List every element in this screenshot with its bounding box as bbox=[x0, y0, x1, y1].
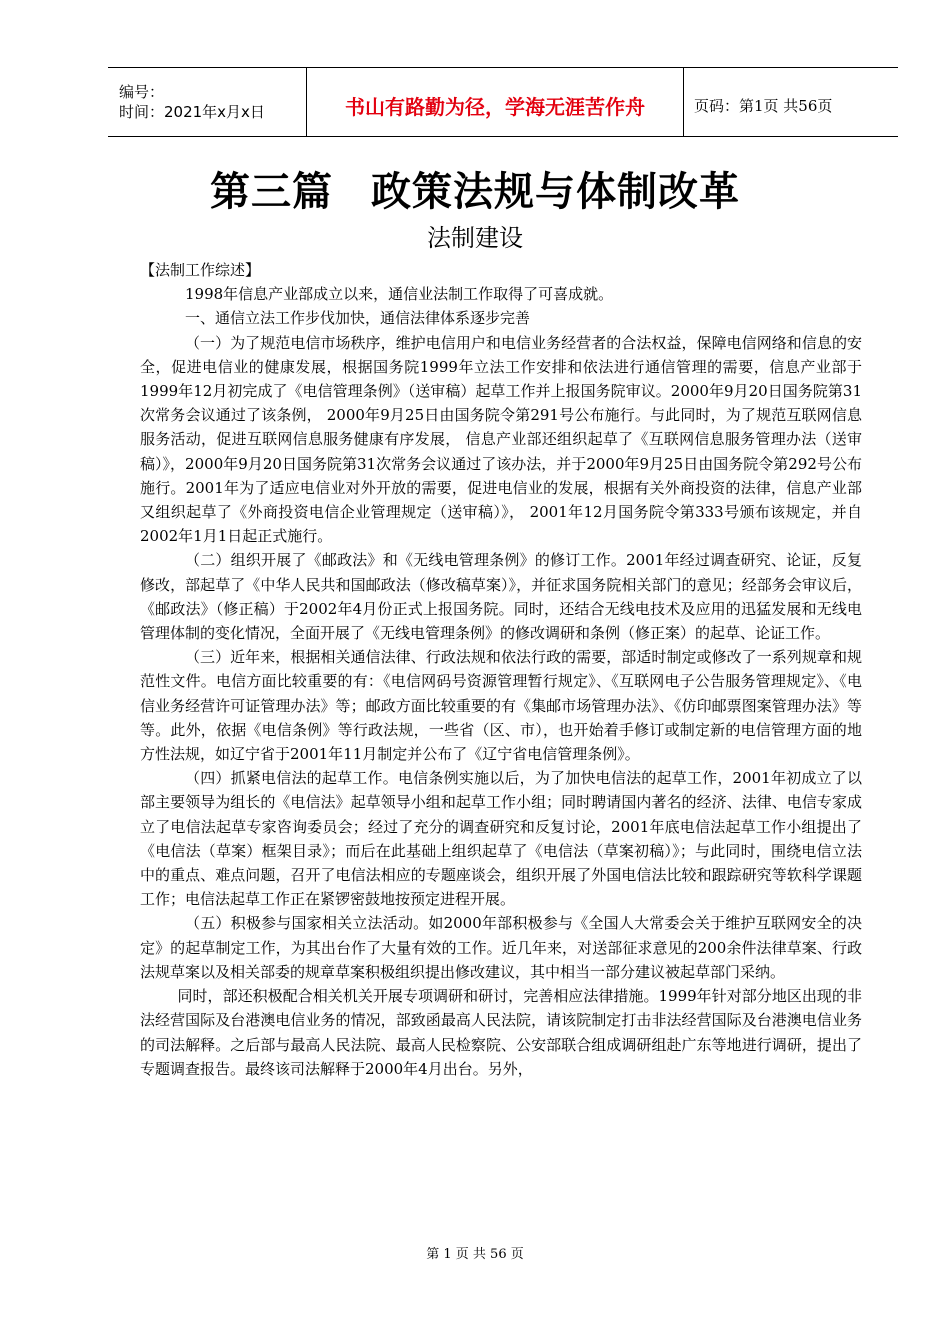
page-subtitle: 法制建设 bbox=[427, 224, 523, 252]
header-motto-cell bbox=[307, 68, 684, 136]
header-meta-cell bbox=[108, 68, 307, 136]
section-heading: 【法制工作综述】 bbox=[140, 261, 261, 279]
page-header-table bbox=[108, 67, 898, 137]
paragraph: （五）积极参与国家相关立法活动。如2000年部积极参与《全国人大常委会关于维护互联网安全的决定》的起草制定工作，为其出台作了大量有效的工作。近几年来，对送部征求意见的200余件法律草案、行政法规草案以及相关部委的规章草案积极组织提出修改建议，其中相当一部分建议被起草部门采纳。 bbox=[140, 914, 862, 981]
paragraph: （二）组织开展了《邮政法》和《无线电管理条例》的修订工作。2001年经过调查研究、论证，反复修改，部起草了《中华人民共和国邮政法（修改稿草案）》，并征求国务院相关部门的意见；经部务会审议后，《邮政法》（修正稿）于2002年4月份正式上报国务院。同时，还结合无线电技术及应用的迅猛发展和无线电管理体制的变化情况，全面开展了《无线电管理条例》的修改调研和条例（修正案）的起草、论证工作。 bbox=[140, 551, 862, 643]
body-text bbox=[140, 258, 862, 1081]
header-motto: 书山有路勤为径，学海无涯苦作舟 bbox=[345, 94, 645, 119]
header-page-cell bbox=[684, 68, 898, 136]
paragraph: （四）抓紧电信法的起草工作。电信条例实施以后，为了加快电信法的起草工作，2001年初成立了以部主要领导为组长的《电信法》起草领导小组和起草工作小组；同时聘请国内著名的经济、法律、电信专家成立了电信法起草专家咨询委员会；经过了充分的调查研究和反复讨论，2001年底电信法起草工作小组提出了《电信法（草案）框架目录》；而后在此基础上组织起草了《电信法（草案初稿）》；与此同时，围绕电信立法中的重点、难点问题，召开了电信法相应的专题座谈会，组织开展了外国电信法比较和跟踪研究等软科学课题工作；电信法起草工作正在紧锣密鼓地按预定进程开展。 bbox=[140, 769, 862, 909]
paragraph: 1998年信息产业部成立以来，通信业法制工作取得了可喜成就。 bbox=[185, 285, 614, 304]
page-title bbox=[0, 160, 950, 217]
paragraph: （一）为了规范电信市场秩序，维护电信用户和电信业务经营者的合法权益，保障电信网络和信息的安全，促进电信业的健康发展，根据国务院1999年立法工作安排和依法进行通信管理的需要，信息产业部于1999年12月初完成了《电信管理条例》（送审稿）起草工作并上报国务院审议。2000年9月20日国务院第31次常务会议通过了该条例， 2000年9月25日由国务院令第291号公布施行。与此同时，为了规范互联网信息服务活动，促进互联网信息服务健康有序发展， 信息产业部还组织起草了《互联网信息服务管理办法（送审稿）》，2000年9月20日国务院第31次常务会议通过了该办法，并于2000年9月25日由国务院令第292号公布施行。2001年为了适应电信业对外开放的需要，促进电信业的发展，根据有关外商投资的法律，信息产业部又组织起草了《外商投资电信企业管理规定（送审稿）》， 2001年12月国务院令第333号颁布该规定，并自2002年1月1日起正式施行。 bbox=[140, 333, 862, 546]
document-time-label: 时间：2021年x月x日 bbox=[119, 103, 265, 121]
header-page-info: 页码：第1页 共56页 bbox=[694, 96, 833, 115]
title-name: 政策法规与体制改革 bbox=[371, 169, 740, 215]
document-number-label: 编号： bbox=[119, 83, 165, 101]
title-part: 第三篇 bbox=[210, 169, 333, 215]
paragraph-heading: 一、通信立法工作步伐加快，通信法律体系逐步完善 bbox=[185, 309, 531, 328]
page-footer: 第 1 页 共 56 页 bbox=[426, 1247, 524, 1262]
paragraph: 同时，部还积极配合相关机关开展专项调研和研讨，完善相应法律措施。1999年针对部分地区出现的非法经营国际及台港澳电信业务的情况，部致函最高人民法院，请该院制定打击非法经营国际及台港澳电信业务的司法解释。之后部与最高人民法院、最高人民检察院、公安部联合组成调研组赴广东等地进行调研，提出了专题调查报告。最终该司法解释于2000年4月出台。另外， bbox=[140, 987, 862, 1078]
paragraph: （三）近年来，根据相关通信法律、行政法规和依法行政的需要，部适时制定或修改了一系列规章和规范性文件。电信方面比较重要的有：《电信网码号资源管理暂行规定》、《互联网电子公告服务管理规定》、《电信业务经营许可证管理办法》等；邮政方面比较重要的有《集邮市场管理办法》、《仿印邮票图案管理办法》等等。此外，依据《电信条例》等行政法规，一些省（区、市），也开始着手修订或制定新的电信管理方面的地方性法规，如辽宁省于2001年11月制定并公布了《辽宁省电信管理条例》。 bbox=[140, 648, 862, 764]
